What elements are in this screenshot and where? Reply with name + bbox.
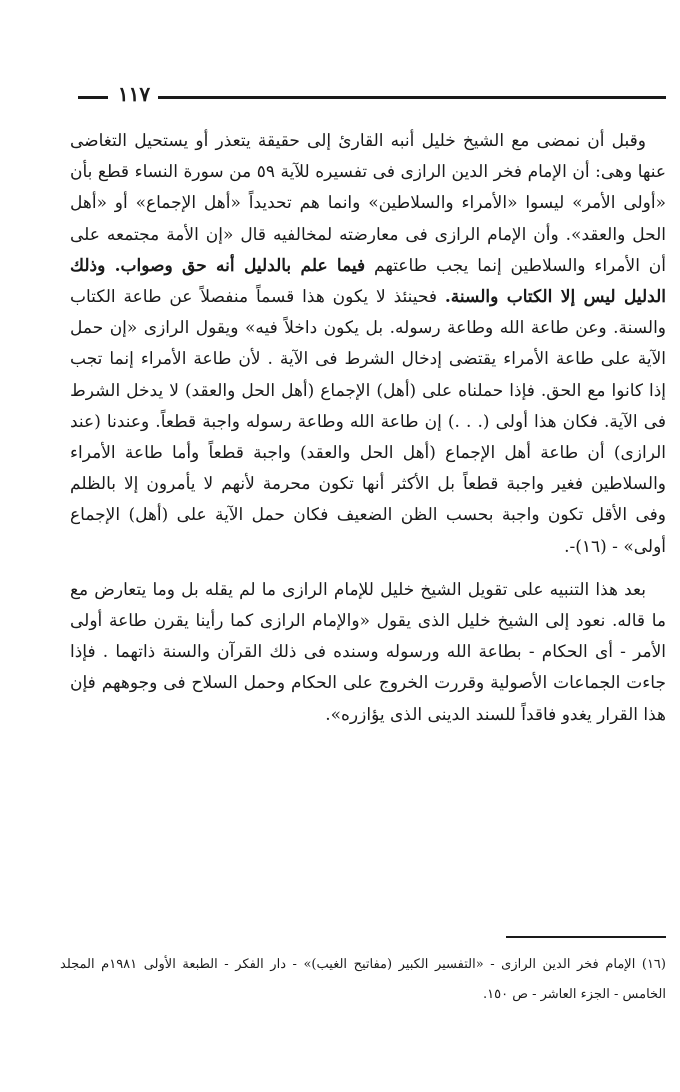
footnote-separator: [506, 936, 666, 938]
footnote: [60, 950, 666, 1010]
body-text: [70, 126, 666, 731]
header-rule: [158, 96, 666, 99]
header-rule-short: [78, 96, 108, 99]
paragraph-2-segment-1: بعد هذا التنبيه على تقويل الشيخ خليل للإمام الرازى ما لم يقله بل وما يتعارض مع ما قاله. نعود إلى الشيخ خليل الذى يقول «والإمام الرازى كما رأينا يقرن طاعة أولى الأمر - أى الحكام - بطاعة الله ورسوله وسنده فى ذلك القرآن والسنة ذاتهما . فإذا جاءت الجماعات الأصولية وقررت الخروج على الحكام وحمل السلاح فى وجوههم فإن هذا القرار يغدو فاقداً للسند الدينى الذى يؤازره».: [70, 579, 666, 725]
paragraph-1-segment-3: فحينئذ لا يكون هذا قسماً منفصلاً عن طاعة الكتاب والسنة. وعن طاعة الله وطاعة رسوله. بل يكون داخلاً فيه» ويقول الرازى «إن حمل الآية على طاعة الأمراء يقتضى إدخال الشرط فى الآية . لأن طاعة الأمراء إنما تجب إذا كانوا مع الحق. فإذا حملناه على (أهل) الإجماع (أهل الحل والعقد) لا يدخل الشرط فى الآية. فكان هذا أولى (. . .) إن طاعة الله وطاعة رسوله واجبة قطعاً. وعندنا (عند الرازى) أن طاعة أهل الإجماع (أهل الحل والعقد) واجبة قطعاً وأما طاعة الأمراء والسلاطين فغير واجبة قطعاً بل الأكثر أنها تكون محرمة لأنهم لا يأمرون إلا بالظلم وفى الأقل تكون واجبة بحسب الظن الضعيف فكان حمل الآية على (أهل) الإجماع أولى» -: [70, 287, 666, 557]
paragraph-spacer: [70, 563, 666, 575]
footnote-reference: (١٦): [575, 536, 607, 557]
paragraph-1-bold-segment: فيما علم بالدليل أنه حق وصواب. وذلك الدليل ليس إلا الكتاب والسنة.: [70, 255, 666, 308]
paragraph-1-end: -.: [564, 536, 576, 557]
paragraph-2: [70, 575, 666, 731]
page-header: [78, 82, 666, 108]
paragraph-1-segment-1: وقبل أن نمضى مع الشيخ خليل أنبه القارئ إلى حقيقة يتعذر أو يستحيل التغاضى عنها وهى: أن الإمام فخر الدين الرازى فى تفسيره للآية ٥٩ من سورة النساء قطع بأن «أولى الأمر» ليسوا «الأمراء والسلاطين» وانما هم تحديداً «أهل الإجماع» أو «أهل الحل والعقد». وأن الإمام الرازى فى معارضته لمخالفيه قال «إن الأمة مجتمعه على أن الأمراء والسلاطين إنما يجب طاعتهم: [70, 131, 666, 276]
footnote-text: (١٦) الإمام فخر الدين الرازى - «التفسير الكبير (مفاتيح الغيب)» - دار الفكر - الطبعة الأولى ١٩٨١م المجلد الخامس - الجزء العاشر - ص ١٥٠.: [60, 957, 666, 1002]
paragraph-1: [70, 126, 666, 563]
page-number: ١١٧: [117, 82, 151, 106]
